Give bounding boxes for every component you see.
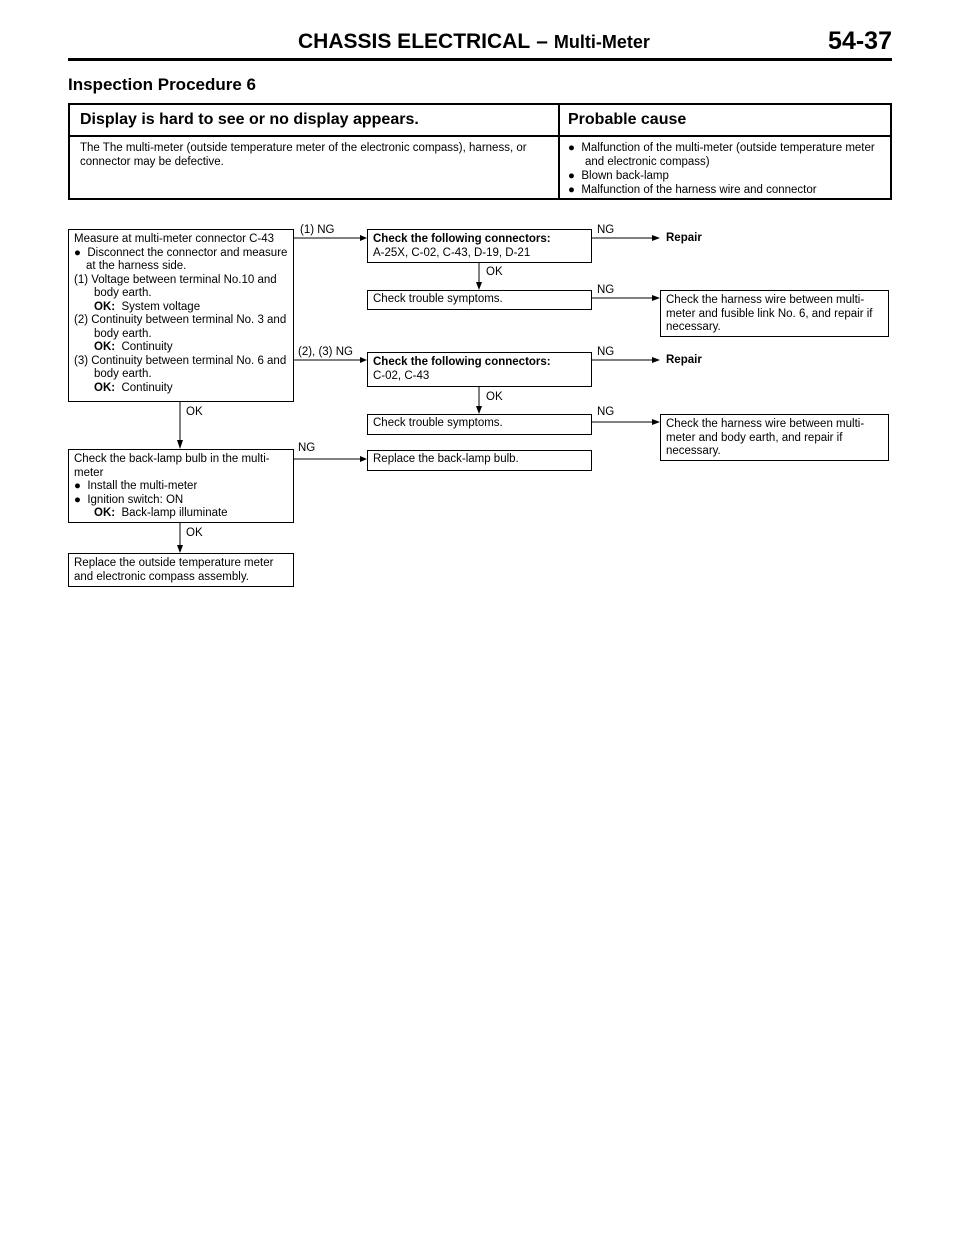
cause-item: ● Malfunction of the harness wire and connector [568, 184, 817, 196]
branch-label-ng: NG [597, 406, 615, 418]
bullet-icon: ● [74, 246, 81, 259]
replace-meter-box: Replace the outside temperature meter and electronic compass assembly. [68, 553, 294, 587]
branch-label-ok: OK [486, 266, 503, 278]
section-name: CHASSIS ELECTRICAL [298, 30, 531, 53]
branch-label-ng: NG [597, 346, 615, 358]
branch-label-ng: NG [597, 224, 615, 236]
repair-label-1: Repair [666, 232, 702, 244]
bullet-icon: ● [568, 142, 575, 154]
bullet-icon: ● [74, 480, 81, 492]
procedure-title: Inspection Procedure 6 [68, 75, 256, 94]
trouble-symptoms-box-1: Check trouble symptoms. [367, 290, 592, 310]
harness-check-box-1: Check the harness wire between multi-meter and fusible link No. 6, and repair if necessary. [660, 290, 889, 337]
check-connectors-box-2: Check the following connectors: C-02, C-43 [367, 352, 592, 387]
harness-check-box-2: Check the harness wire between multi-meter and body earth, and repair if necessary. [660, 414, 889, 461]
symptom-header: Display is hard to see or no display appears. [80, 111, 419, 128]
branch-label-ng-1: (1) NG [300, 224, 335, 236]
measure-connector-box: Measure at multi-meter connector C-43 ● Disconnect the connector and measure at the harness side. (1) Voltage between terminal No.10 and body earth. OK: System voltage (2) Continuity between terminal No. 3 and body earth. OK: Continuity (3) Continuity between terminal No. 6 and body earth. OK: Continuity [68, 229, 294, 402]
branch-label-ng: NG [597, 284, 615, 296]
page-number: 54-37 [828, 27, 892, 55]
bullet-icon: ● [568, 170, 575, 182]
trouble-symptoms-box-2: Check trouble symptoms. [367, 414, 592, 435]
replace-bulb-box: Replace the back-lamp bulb. [367, 450, 592, 471]
branch-label-ok: OK [186, 527, 203, 539]
bullet-icon: ● [74, 493, 81, 506]
symptom-comment: The The multi-meter (outside temperature meter of the electronic compass), harness, or connector may be defective. [80, 142, 527, 168]
repair-label-2: Repair [666, 354, 702, 366]
title-dash: – [536, 30, 548, 53]
branch-label-ok: OK [486, 391, 503, 403]
subsection-name: Multi-Meter [553, 32, 650, 52]
branch-label-ok: OK [186, 406, 203, 418]
backlamp-check-box: Check the back-lamp bulb in the multi-meter ● Install the multi-meter ● Ignition switch: ON OK: Back-lamp illuminate [68, 449, 294, 523]
branch-label-ng: NG [298, 442, 316, 454]
check-connectors-box-1: Check the following connectors: A-25X, C-02, C-43, D-19, D-21 [367, 229, 592, 263]
cause-item: ● Malfunction of the multi-meter (outside temperature meter and electronic compass) [568, 142, 875, 168]
bullet-icon: ● [568, 184, 575, 196]
branch-label-ng-23: (2), (3) NG [298, 346, 353, 358]
cause-item: ● Blown back-lamp [568, 170, 669, 182]
cause-header: Probable cause [568, 111, 687, 128]
